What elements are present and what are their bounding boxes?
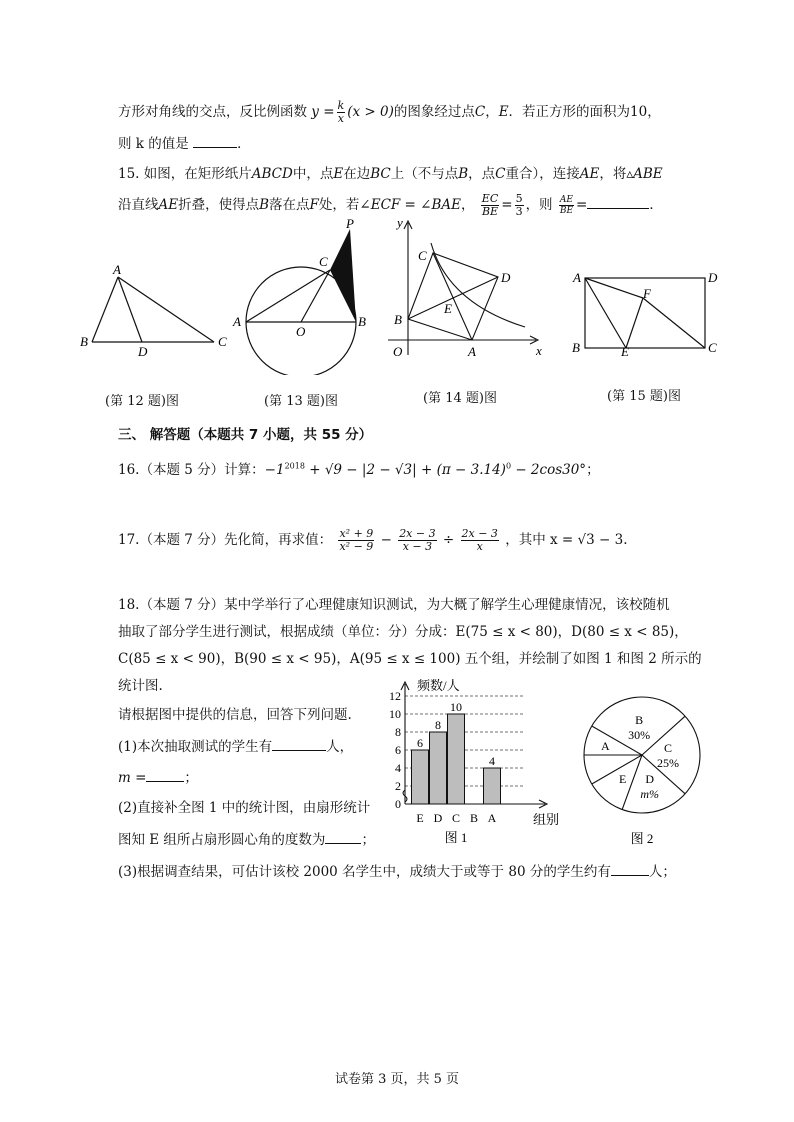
pie-value-B: 30%	[628, 728, 651, 743]
f13-label-a: A	[233, 314, 241, 329]
q16: 16.（本题 5 分）计算：$-1^{2018} + √9 - |2 - √3| + (\pi - 3.14)^0 - 2\cos 30^\circ$；	[118, 461, 600, 478]
data-label-C: 10	[450, 700, 462, 714]
caption-figure-13: (第 13 题)图	[264, 394, 338, 409]
answer-blank[interactable]	[146, 769, 184, 782]
q14-line2: 则 k 的值是 ．	[118, 136, 251, 152]
pie-chart	[580, 690, 710, 850]
data-label-D: 8	[435, 718, 441, 732]
f13-label-c: C	[319, 254, 328, 269]
f13-label-o: O	[296, 324, 306, 339]
f12-label-a: A	[113, 262, 121, 277]
q18-line3: C(85 ≤ x < 90)，B(90 ≤ x < 95)，A(95 ≤ x ≤ 100) 五个组，并绘制了如图 1 和图 2 所示的	[118, 651, 702, 667]
f14-label-c: C	[418, 248, 427, 263]
pie-value-C: 25%	[657, 756, 679, 770]
y-tick-label: 6	[395, 743, 401, 757]
figure-13	[246, 229, 356, 375]
q18-line5: 请根据图中提供的信息，回答下列问题.	[118, 707, 352, 723]
data-label-E: 6	[417, 736, 423, 750]
bar-D	[430, 732, 447, 804]
answer-blank[interactable]	[272, 738, 326, 751]
x-axis-label: 组别	[533, 812, 560, 827]
category-label-A: A	[487, 811, 497, 825]
bar-C	[448, 714, 465, 804]
q17: 17.（本题 7 分）先化简，再求值： $\frac{\text{x² + 9}}{\text{x² − 9}}$ − $\frac{2x - 3}{x - 3}$ ÷ $\frac{2x - 3}{x}$ ，其中 x = √3 − 3.	[118, 527, 628, 553]
answer-blank[interactable]	[325, 831, 361, 844]
y-tick-label: 2	[395, 779, 401, 793]
section-header: 三、 解答题（本题共 7 小题，共 55 分）	[118, 427, 373, 443]
pie-label-C: C	[663, 741, 673, 755]
f15-label-c: C	[708, 340, 717, 355]
f14-label-o: O	[393, 344, 403, 359]
q15-line2: 沿直线AE折叠，使得点B落在点F处，若∠ECF = ∠BAE， $\frac{EC}{BE}$ = $\frac{5}{3}$ ，则 $\frac{AE}{BE}$ = ．	[118, 192, 663, 218]
f15-label-e: E	[621, 344, 629, 359]
y-tick-label: 10	[389, 707, 401, 721]
chart-title: 图 2	[630, 831, 654, 846]
y-tick-label: 12	[389, 689, 401, 703]
f15-label-a: A	[573, 270, 581, 285]
caption-figure-14: (第 14 题)图	[423, 391, 497, 406]
f14-label-y: y	[397, 215, 403, 230]
caption-figure-12: (第 12 题)图	[105, 394, 179, 409]
pie-label-A: A	[600, 739, 610, 754]
caption-figure-15: (第 15 题)图	[607, 389, 681, 404]
q18-part2a: (2)直接补全图 1 中的统计图，由扇形统计	[118, 800, 371, 816]
bar-E	[412, 750, 429, 804]
answer-blank[interactable]	[587, 196, 649, 209]
category-label-B: B	[469, 811, 479, 825]
f12-label-d: D	[138, 344, 148, 359]
y-axis-label: 频数/人	[417, 678, 460, 693]
figure-14	[388, 221, 538, 355]
f14-label-a: A	[468, 344, 476, 359]
answer-blank[interactable]	[611, 863, 649, 876]
y-tick-label: 4	[395, 761, 401, 775]
q18-part1: (1)本次抽取测试的学生有 人，	[118, 739, 354, 755]
f15-label-f: F	[643, 286, 651, 301]
pie-label-D: D	[645, 772, 655, 787]
f12-label-c: C	[218, 334, 227, 349]
q18-part1-m: m = ；	[118, 770, 198, 786]
q18-part2b: 图知 E 组所占扇形圆心角的度数为 ；	[118, 832, 375, 848]
chart-title: 图 1	[444, 830, 468, 845]
pie-value-D: m%	[640, 787, 660, 802]
q18-part3: (3)根据调查结果，可估计该校 2000 名学生中，成绩大于或等于 80 分的学生约有 人；	[118, 864, 676, 880]
q14-line1: 方形对角线的交点，反比例函数 y = $\frac{k}{x}$ (x > 0)的图象经过点C，E．若正方形的面积为10，	[118, 99, 661, 125]
category-label-E: E	[416, 811, 424, 825]
f14-label-d: D	[501, 270, 511, 285]
f15-label-b: B	[572, 340, 580, 355]
y-tick-label: 0	[395, 797, 401, 811]
geometry-figures	[70, 215, 760, 375]
page-footer: 试卷第 3 页，共 5 页	[334, 1072, 460, 1087]
f14-label-b: B	[394, 312, 402, 327]
bar-A	[484, 768, 501, 804]
f15-label-d: D	[708, 270, 718, 285]
f12-label-b: B	[80, 334, 88, 349]
f14-label-e: E	[444, 301, 452, 316]
answer-blank[interactable]	[193, 135, 237, 148]
figure-12	[92, 277, 214, 342]
f13-label-p: P	[346, 216, 354, 231]
category-label-D: D	[433, 811, 443, 825]
pie-label-B: B	[635, 713, 644, 728]
q18-line2: 抽取了部分学生进行测试，根据成绩（单位：分）分成：E(75 ≤ x < 80)，D(80 ≤ x < 85)，	[118, 624, 688, 640]
y-tick-label: 8	[395, 725, 401, 739]
f14-label-x: x	[536, 343, 542, 358]
category-label-C: C	[451, 811, 461, 825]
data-label-A: 4	[489, 754, 495, 768]
f13-label-b: B	[358, 314, 366, 329]
q18-line1: 18.（本题 7 分）某中学举行了心理健康知识测试，为大概了解学生心理健康情况，该校随机	[118, 597, 670, 613]
q18-line4: 统计图.	[118, 678, 163, 694]
pie-label-E: E	[619, 771, 627, 786]
pie-slice-divider	[592, 755, 642, 784]
q15-line1: 15. 如图，在矩形纸片ABCD中，点E在边BC上（不与点B，点C重合），连接AE，将▵ABE	[118, 166, 663, 182]
bar-chart	[372, 676, 572, 848]
